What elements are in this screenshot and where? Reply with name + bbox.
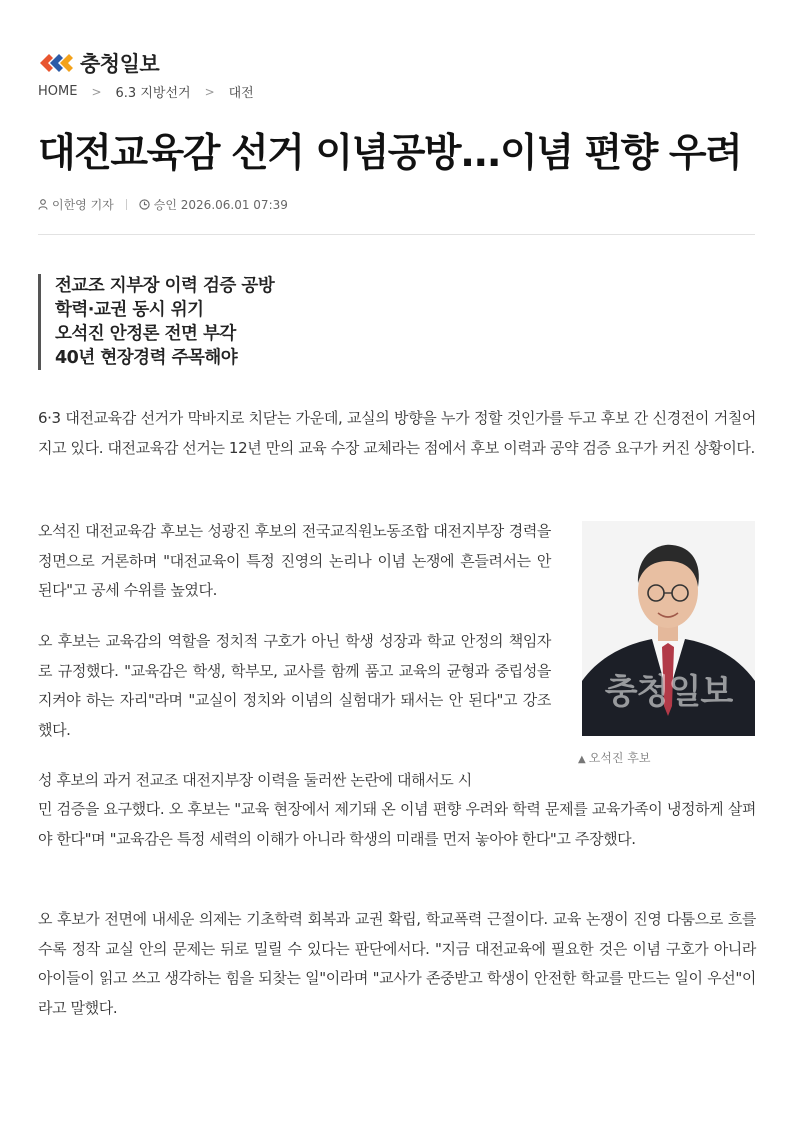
article-paragraph: 오석진 대전교육감 후보는 성광진 후보의 전국교직원노동조합 대전지부장 경력을 정면으로 거론하며 "대전교육이 특정 진영의 논리나 이념 논쟁에 흔들려서는 안 된다"고 공세 수위를 높였다. bbox=[38, 522, 551, 599]
article-title: 대전교육감 선거 이념공방...이념 편향 우려 bbox=[38, 131, 742, 176]
breadcrumb bbox=[38, 82, 254, 101]
article-paragraph: 민 검증을 요구했다. 오 후보는 "교육 현장에서 제기돼 온 이념 편향 우려와 학력 문제를 교육가족이 냉정하게 살펴야 한다"며 "교육감은 특정 세력의 이해가 아니라 학생의 미래를 먼저 놓아야 한다"고 주장했다. bbox=[38, 800, 756, 848]
approved-datetime: 승인 2026.06.01 07:39 bbox=[153, 198, 288, 212]
clock-icon bbox=[139, 199, 150, 210]
breadcrumb-election[interactable]: 6.3 지방선거 bbox=[115, 86, 191, 101]
subhead: 40년 현장경력 주목해야 bbox=[55, 348, 238, 368]
author-name[interactable]: 이한영 기자 bbox=[52, 198, 114, 212]
logo-text: 충청일보 bbox=[80, 52, 160, 76]
person-icon bbox=[38, 199, 48, 210]
subhead: 전교조 지부장 이력 검증 공방 bbox=[55, 276, 275, 296]
photo-watermark: 충청일보 bbox=[604, 672, 733, 712]
article-paragraph: 성 후보의 과거 전교조 대전지부장 이력을 둘러싼 논란에 대해서도 시 bbox=[38, 771, 472, 789]
header-divider bbox=[38, 234, 755, 235]
logo-mark-icon bbox=[38, 51, 76, 75]
article-paragraph: 오 후보가 전면에 내세운 의제는 기초학력 회복과 교권 확립, 학교폭력 근절이다. 교육 논쟁이 진영 다툼으로 흐를수록 정작 교실 안의 문제는 뒤로 밀릴 수 있다는 판단에서다. "지금 대전교육에 필요한 것은 이념 구호가 아니라 아이들이 읽고 쓰고 생각하는 힘을 되찾는 일"이라며 "교사가 존중받고 학생이 안전한 학교를 만드는 일이 우선"이라고 말했다. bbox=[38, 910, 756, 1017]
triangle-up-icon: ▲ bbox=[578, 754, 586, 765]
site-logo[interactable] bbox=[38, 48, 159, 78]
meta-divider bbox=[126, 199, 127, 210]
breadcrumb-daejeon[interactable]: 대전 bbox=[228, 86, 254, 101]
breadcrumb-home[interactable]: HOME bbox=[38, 84, 78, 99]
chevron-right-icon: > bbox=[204, 84, 215, 99]
subhead: 오석진 안정론 전면 부각 bbox=[55, 324, 236, 344]
article-meta bbox=[38, 196, 288, 213]
article-paragraph: 오 후보는 교육감의 역할을 정치적 구호가 아닌 학생 성장과 학교 안정의 책임자로 규정했다. "교육감은 학생, 학부모, 교사를 함께 품고 교육의 균형과 중립성을 지켜야 하는 자리"라며 "교실이 정치와 이념의 실험대가 돼서는 안 된다"고 강조했다. bbox=[38, 632, 551, 739]
article-subheads bbox=[38, 274, 274, 370]
photo-caption: ▲ 오석진 후보 bbox=[578, 751, 651, 765]
subhead: 학력·교권 동시 위기 bbox=[55, 300, 204, 320]
article-paragraph: 6·3 대전교육감 선거가 막바지로 치닫는 가운데, 교실의 방향을 누가 정할 것인가를 두고 후보 간 신경전이 거칠어지고 있다. 대전교육감 선거는 12년 만의 교육 수장 교체라는 점에서 후보 이력과 공약 검증 요구가 커진 상황이다. bbox=[38, 409, 756, 457]
chevron-right-icon: > bbox=[91, 84, 102, 99]
